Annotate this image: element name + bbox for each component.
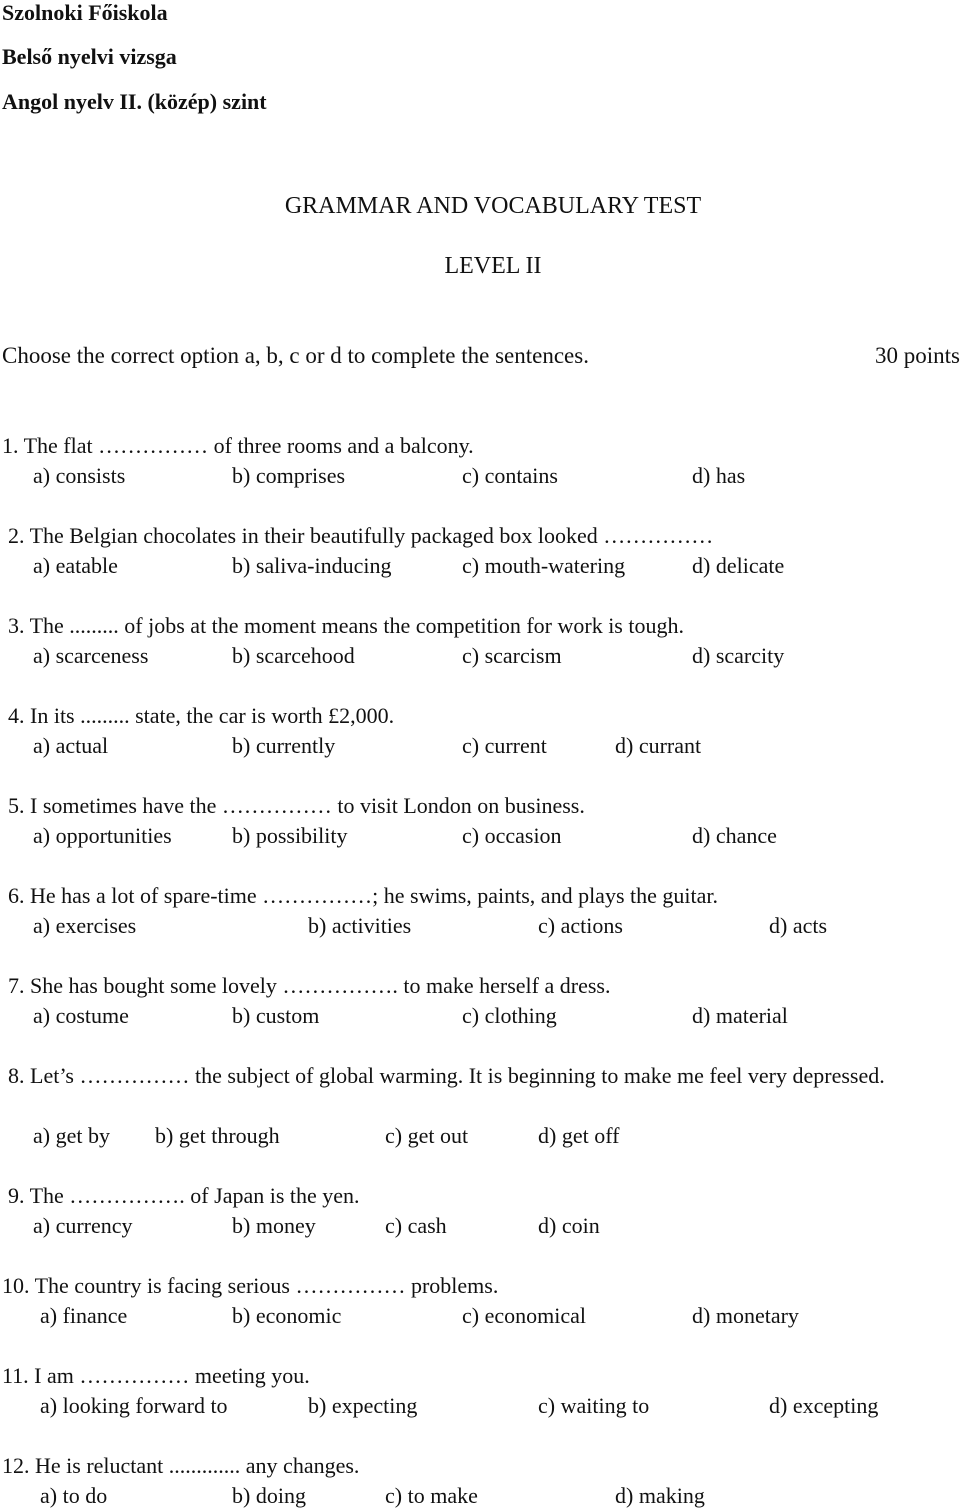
- option-d[interactable]: d) material: [692, 1003, 788, 1028]
- option-d[interactable]: d) delicate: [692, 553, 785, 578]
- option-b[interactable]: b) custom: [232, 1003, 320, 1028]
- option-c[interactable]: c) contains: [462, 463, 558, 488]
- option-d[interactable]: d) acts: [769, 913, 828, 938]
- options-row: [0, 1391, 960, 1421]
- options-row: [0, 1481, 960, 1511]
- option-b[interactable]: b) saliva-inducing: [232, 553, 392, 578]
- options-row: [0, 1001, 960, 1031]
- question-3: [0, 611, 960, 671]
- question-6: [0, 881, 960, 941]
- option-d[interactable]: d) coin: [538, 1213, 600, 1238]
- question-5: [0, 791, 960, 851]
- question-8: [0, 1061, 960, 1151]
- option-b[interactable]: b) economic: [232, 1303, 342, 1328]
- option-b[interactable]: b) get through: [155, 1123, 280, 1148]
- question-stem: 1. The flat …………… of three rooms and a balcony.: [2, 433, 474, 458]
- question-stem: 11. I am …………… meeting you.: [2, 1363, 310, 1388]
- option-a[interactable]: a) costume: [33, 1003, 129, 1028]
- option-c[interactable]: c) get out: [385, 1123, 469, 1148]
- option-c[interactable]: c) current: [462, 733, 547, 758]
- instructions: Choose the correct option a, b, c or d to complete the sentences.: [2, 343, 589, 368]
- question-stem: 9. The ……………. of Japan is the yen.: [8, 1183, 360, 1208]
- question-11: [0, 1361, 960, 1421]
- question-stem: 10. The country is facing serious …………… problems.: [2, 1273, 499, 1298]
- question-stem: 8. Let’s …………… the subject of global warming. It is beginning to make me feel very depressed.: [8, 1063, 885, 1088]
- options-row: [0, 1121, 960, 1151]
- option-d[interactable]: d) chance: [692, 823, 777, 848]
- option-d[interactable]: d) making: [615, 1483, 705, 1508]
- option-b[interactable]: b) doing: [232, 1483, 306, 1508]
- question-12: [0, 1451, 960, 1511]
- question-stem: 6. He has a lot of spare-time ……………; he swims, paints, and plays the guitar.: [8, 883, 718, 908]
- option-d[interactable]: d) monetary: [692, 1303, 799, 1328]
- option-c[interactable]: c) cash: [385, 1213, 447, 1238]
- question-1: [0, 431, 960, 491]
- options-row: [0, 911, 960, 941]
- exam-level: Angol nyelv II. (közép) szint: [2, 89, 267, 114]
- option-a[interactable]: a) to do: [40, 1483, 108, 1508]
- question-2: [0, 521, 960, 581]
- option-b[interactable]: b) activities: [308, 913, 412, 938]
- options-row: [0, 461, 960, 491]
- test-title: GRAMMAR AND VOCABULARY TEST: [284, 193, 702, 219]
- option-c[interactable]: c) waiting to: [538, 1393, 650, 1418]
- option-a[interactable]: a) currency: [33, 1213, 133, 1238]
- question-7: [0, 971, 960, 1031]
- option-d[interactable]: d) has: [692, 463, 746, 488]
- option-d[interactable]: d) scarcity: [692, 643, 785, 668]
- question-stem: 12. He is reluctant ............. any changes.: [2, 1453, 360, 1478]
- option-c[interactable]: c) mouth-watering: [462, 553, 626, 578]
- options-row: [0, 821, 960, 851]
- options-row: [0, 731, 960, 761]
- option-c[interactable]: c) to make: [385, 1483, 478, 1508]
- option-b[interactable]: b) comprises: [232, 463, 346, 488]
- question-stem: 4. In its ......... state, the car is worth £2,000.: [8, 703, 395, 728]
- option-a[interactable]: a) exercises: [33, 913, 137, 938]
- options-row: [0, 551, 960, 581]
- option-b[interactable]: b) money: [232, 1213, 316, 1238]
- option-c[interactable]: c) occasion: [462, 823, 562, 848]
- points-total: 30 points: [875, 343, 960, 368]
- option-a[interactable]: a) scarceness: [33, 643, 149, 668]
- question-10: [0, 1271, 960, 1331]
- institution-name: Szolnoki Főiskola: [2, 0, 168, 25]
- option-b[interactable]: b) scarcehood: [232, 643, 355, 668]
- options-row: [0, 1211, 960, 1241]
- option-b[interactable]: b) currently: [232, 733, 336, 758]
- option-c[interactable]: c) actions: [538, 913, 623, 938]
- question-4: [0, 701, 960, 761]
- option-a[interactable]: a) consists: [33, 463, 126, 488]
- options-row: [0, 641, 960, 671]
- option-d[interactable]: d) currant: [615, 733, 702, 758]
- question-stem: 5. I sometimes have the …………… to visit London on business.: [8, 793, 585, 818]
- exam-name: Belső nyelvi vizsga: [2, 44, 177, 69]
- option-a[interactable]: a) finance: [40, 1303, 128, 1328]
- option-a[interactable]: a) looking forward to: [40, 1393, 228, 1418]
- question-stem: 3. The ......... of jobs at the moment means the competition for work is tough.: [8, 613, 684, 638]
- option-c[interactable]: c) economical: [462, 1303, 586, 1328]
- option-b[interactable]: b) possibility: [232, 823, 348, 848]
- question-stem: 2. The Belgian chocolates in their beautifully packaged box looked ……………: [8, 523, 714, 548]
- option-a[interactable]: a) get by: [33, 1123, 110, 1148]
- option-d[interactable]: d) get off: [538, 1123, 620, 1148]
- option-a[interactable]: a) eatable: [33, 553, 118, 578]
- option-b[interactable]: b) expecting: [308, 1393, 418, 1418]
- option-c[interactable]: c) scarcism: [462, 643, 562, 668]
- option-d[interactable]: d) excepting: [769, 1393, 879, 1418]
- question-9: [0, 1181, 960, 1241]
- question-stem: 7. She has bought some lovely ……………. to make herself a dress.: [8, 973, 611, 998]
- option-a[interactable]: a) opportunities: [33, 823, 172, 848]
- test-level: LEVEL II: [444, 253, 542, 279]
- option-c[interactable]: c) clothing: [462, 1003, 557, 1028]
- options-row: [0, 1301, 960, 1331]
- option-a[interactable]: a) actual: [33, 733, 109, 758]
